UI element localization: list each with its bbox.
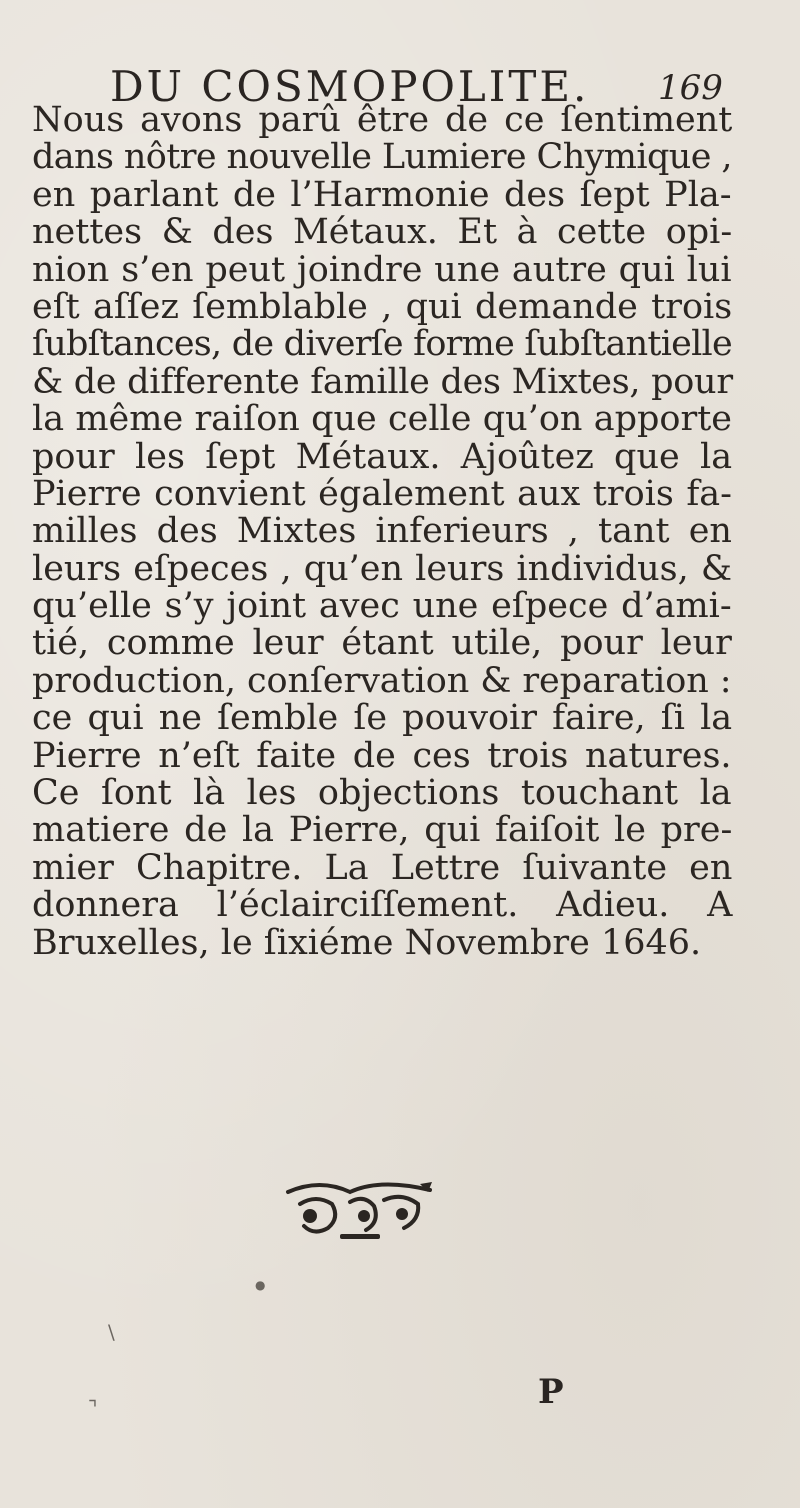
text-line: nettes & des Métaux. Et à cette opi-: [32, 212, 733, 253]
stray-mark: \: [108, 1320, 115, 1344]
stray-mark: ●: [255, 1278, 266, 1292]
text-line: Pierre n’eſt faite de ces trois natures.: [32, 735, 732, 776]
text-line: nion s’en peut joindre une autre qui lui: [32, 249, 732, 290]
text-line: pour les ſept Métaux. Ajoûtez que la: [32, 436, 733, 477]
text-line: milles des Mixtes inferieurs , tant en: [32, 511, 732, 552]
body-text: [32, 102, 732, 962]
stray-mark: ⌝: [88, 1396, 98, 1420]
printer-ornament-icon: [280, 1170, 440, 1250]
text-line: Ce ſont là les objections touchant la: [32, 773, 732, 814]
text-line: matiere de la Pierre, qui faiſoit le pre-: [32, 810, 733, 851]
text-line: en parlant de l’Harmonie des ſept Pla-: [32, 174, 732, 215]
text-line: ce qui ne ſemble ſe pouvoir faire, ſi la: [32, 698, 733, 739]
signature-mark: P: [538, 1372, 564, 1412]
text-line: leurs eſpeces , qu’en leurs individus, &: [32, 548, 733, 589]
text-line: qu’elle s’y joint avec une eſpece d’ami-: [32, 586, 732, 627]
text-line: dans nôtre nouvelle Lumiere Chymique ,: [32, 137, 732, 178]
text-line: ſubſtances, de diverſe forme ſubſtantielle: [32, 324, 732, 365]
text-line: tié, comme leur étant utile, pour leur: [32, 623, 732, 664]
text-line: Bruxelles, le ſixiéme Novembre 1646.: [32, 922, 702, 963]
text-line: & de differente famille des Mixtes, pour: [32, 361, 733, 402]
running-head: DU COSMOPOLITE.: [110, 62, 590, 111]
text-line: la même raiſon que celle qu’on apporte: [32, 399, 732, 440]
text-line: eſt aſſez ſemblable , qui demande trois: [32, 286, 733, 327]
text-line: mier Chapitre. La Lettre ſuivante en: [32, 847, 733, 888]
text-line: Pierre convient également aux trois fa-: [32, 473, 732, 514]
page-number: 169: [658, 68, 723, 108]
text-line: donnera l’éclairciſſement. Adieu. A: [32, 885, 733, 926]
text-line: Nous avons parû être de ce ſentiment: [32, 100, 733, 140]
text-line: production, conſervation & reparation :: [32, 660, 732, 701]
